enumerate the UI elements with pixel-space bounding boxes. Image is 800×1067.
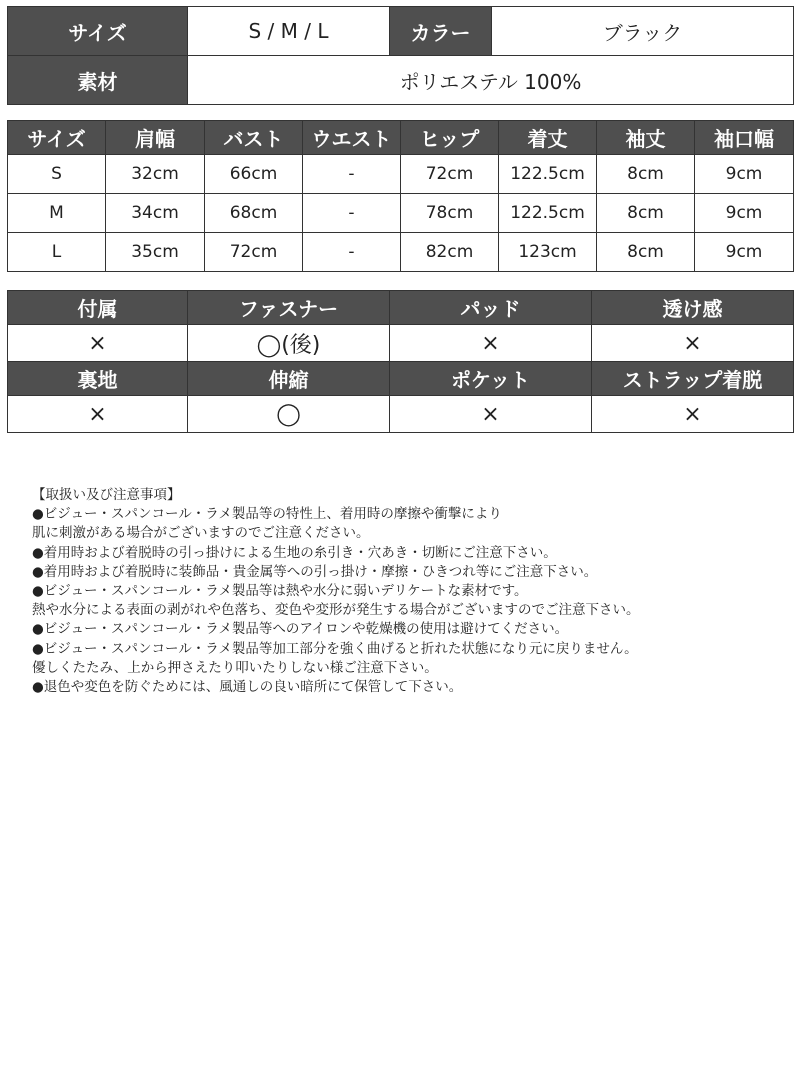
feature-label-lining: 裏地 (8, 362, 188, 396)
cuff-width-cell: 9cm (695, 155, 794, 194)
header-length: 着丈 (499, 121, 597, 155)
feature-value-accessories: × (8, 325, 188, 362)
care-notes-heading: 【取扱い及び注意事項】 (32, 487, 181, 503)
bust-cell: 68cm (205, 194, 303, 233)
size-chart-table (7, 120, 794, 272)
feature-value-stretch: ◯ (188, 396, 390, 433)
header-cuff-width: 袖口幅 (695, 121, 794, 155)
length-cell: 122.5cm (499, 155, 597, 194)
info-row-size-color (8, 7, 794, 56)
size-cell: S (8, 155, 106, 194)
size-chart-header-row (8, 121, 794, 155)
feature-value-row (8, 325, 794, 362)
size-label: サイズ (8, 7, 188, 56)
shoulder-cell: 34cm (106, 194, 205, 233)
waist-cell: - (303, 194, 401, 233)
feature-value-pocket: × (390, 396, 592, 433)
feature-value-strap: × (592, 396, 794, 433)
feature-value-row (8, 396, 794, 433)
size-cell: M (8, 194, 106, 233)
feature-value-zipper: ◯(後) (188, 325, 390, 362)
table-row (8, 194, 794, 233)
note-line: ●着用時および着脱時に装飾品・貴金属等への引っ掛け・摩擦・ひきつれ等にご注意下さい。 (32, 563, 598, 580)
header-size: サイズ (8, 121, 106, 155)
shoulder-cell: 32cm (106, 155, 205, 194)
table-row (8, 155, 794, 194)
color-label: カラー (390, 7, 492, 56)
info-row-material (8, 56, 794, 105)
care-notes (32, 486, 792, 697)
feature-table (7, 290, 794, 433)
feature-label-stretch: 伸縮 (188, 362, 390, 396)
feature-label-zipper: ファスナー (188, 291, 390, 325)
length-cell: 123cm (499, 233, 597, 272)
bust-cell: 66cm (205, 155, 303, 194)
feature-label-sheerness: 透け感 (592, 291, 794, 325)
sleeve-length-cell: 8cm (597, 233, 695, 272)
header-waist: ウエスト (303, 121, 401, 155)
note-line: ●ビジュー・スパンコール・ラメ製品等の特性上、着用時の摩擦や衝撃により (32, 506, 502, 523)
feature-header-row (8, 291, 794, 325)
size-cell: L (8, 233, 106, 272)
feature-value-lining: × (8, 396, 188, 433)
note-line: ●退色や変色を防ぐためには、風通しの良い暗所にて保管して下さい。 (32, 679, 463, 696)
material-label: 素材 (8, 56, 188, 105)
header-hip: ヒップ (401, 121, 499, 155)
waist-cell: - (303, 233, 401, 272)
feature-label-strap: ストラップ着脱 (592, 362, 794, 396)
header-sleeve-length: 袖丈 (597, 121, 695, 155)
note-line: 肌に刺激がある場合がございますのでご注意ください。 (32, 525, 370, 542)
note-line: ●ビジュー・スパンコール・ラメ製品等は熱や水分に弱いデリケートな素材です。 (32, 583, 528, 600)
material-value: ポリエステル 100% (188, 56, 794, 105)
waist-cell: - (303, 155, 401, 194)
hip-cell: 72cm (401, 155, 499, 194)
product-info-table (7, 6, 794, 105)
note-line: ●ビジュー・スパンコール・ラメ製品等へのアイロンや乾燥機の使用は避けてください。 (32, 621, 569, 638)
bust-cell: 72cm (205, 233, 303, 272)
note-line: ●ビジュー・スパンコール・ラメ製品等加工部分を強く曲げると折れた状態になり元に戻りません。 (32, 640, 638, 657)
color-value: ブラック (492, 7, 794, 56)
length-cell: 122.5cm (499, 194, 597, 233)
note-line: 熱や水分による表面の剥がれや色落ち、変色や変形が発生する場合がございますのでご注意下さい。 (32, 602, 640, 619)
sleeve-length-cell: 8cm (597, 155, 695, 194)
hip-cell: 82cm (401, 233, 499, 272)
cuff-width-cell: 9cm (695, 233, 794, 272)
feature-label-pad: パッド (390, 291, 592, 325)
hip-cell: 78cm (401, 194, 499, 233)
note-line: 優しくたたみ、上から押さえたり叩いたりしない様ご注意下さい。 (32, 659, 438, 676)
shoulder-cell: 35cm (106, 233, 205, 272)
feature-value-pad: × (390, 325, 592, 362)
feature-label-accessories: 付属 (8, 291, 188, 325)
header-shoulder: 肩幅 (106, 121, 205, 155)
feature-header-row (8, 362, 794, 396)
sleeve-length-cell: 8cm (597, 194, 695, 233)
feature-label-pocket: ポケット (390, 362, 592, 396)
cuff-width-cell: 9cm (695, 194, 794, 233)
size-value: S / M / L (188, 7, 390, 56)
note-line: ●着用時および着脱時の引っ掛けによる生地の糸引き・穴あき・切断にご注意下さい。 (32, 544, 557, 561)
header-bust: バスト (205, 121, 303, 155)
feature-value-sheerness: × (592, 325, 794, 362)
table-row (8, 233, 794, 272)
